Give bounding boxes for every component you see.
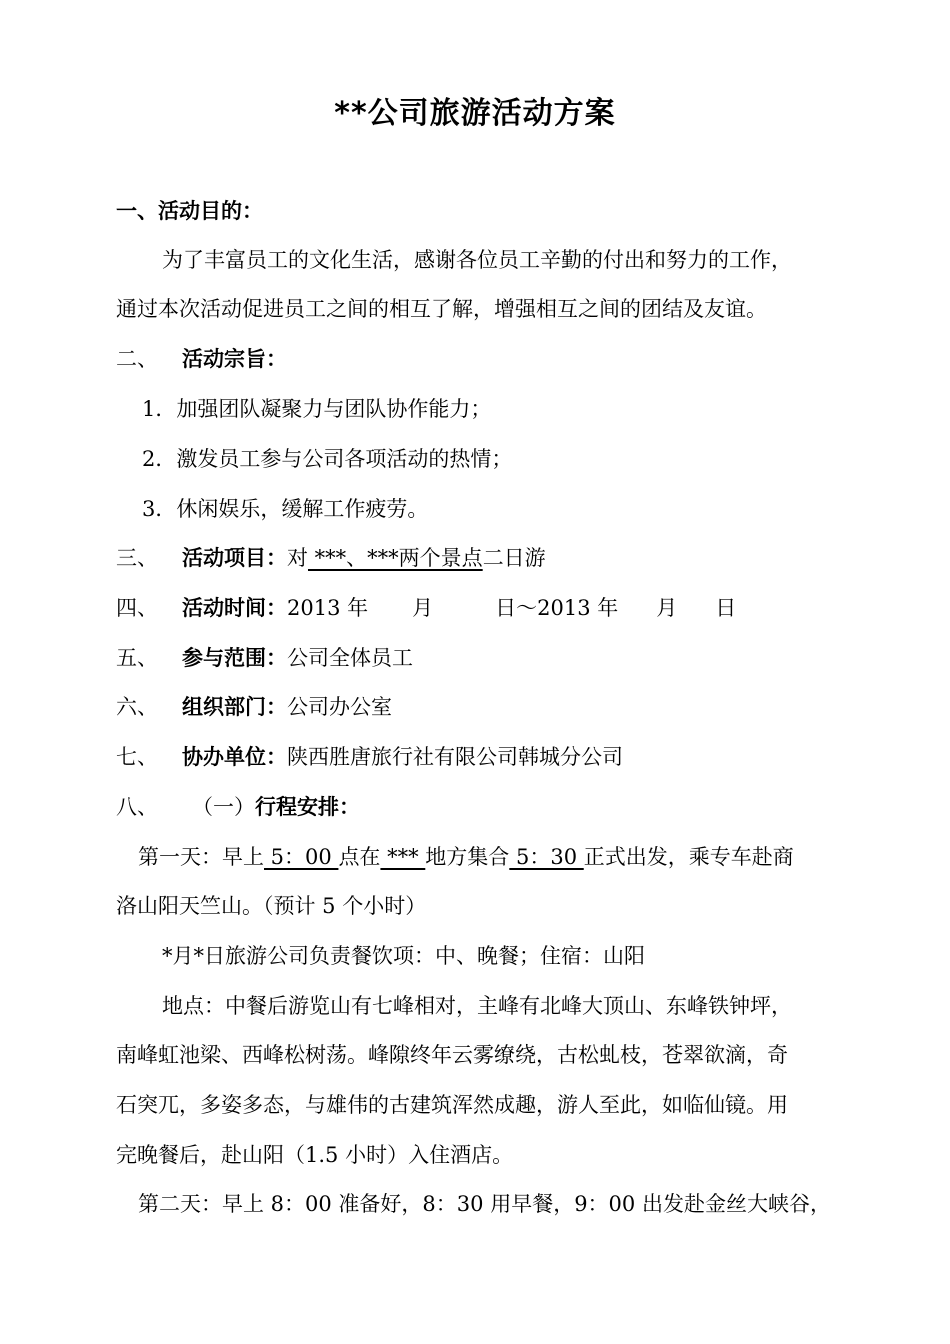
section-1-para-line-1: 为了丰富员工的文化生活，感谢各位员工辛勤的付出和努力的工作， (162, 248, 792, 272)
date-day-start-year-end: 日～2013 年 (495, 596, 619, 620)
section-number: 五、 (116, 646, 158, 670)
aim-item-3: 3．休闲娱乐，缓解工作疲劳。 (142, 497, 429, 521)
aim-item-1: 1．加强团队凝聚力与团队协作能力； (142, 397, 492, 421)
day-1-para-line-3: 石突兀，多姿多态，与雄伟的古建筑浑然成趣，游人至此，如临仙镜。用 (116, 1093, 788, 1117)
day-1-text: 点在 (338, 845, 381, 869)
section-label: 组织部门： (182, 695, 287, 719)
section-1-para-line-2: 通过本次活动促进员工之间的相互了解，增强相互之间的团结及友谊。 (116, 297, 767, 321)
section-2-heading (116, 344, 287, 374)
subsection-number: （一） (192, 795, 255, 819)
assembly-place: *** (380, 845, 426, 869)
section-number: 二、 (116, 347, 158, 371)
date-day-end: 日 (715, 596, 737, 620)
day-1-line-1 (138, 842, 794, 872)
day-1-text: 正式出发，乘专车赴商 (583, 845, 794, 869)
section-value: 陕西胜唐旅行社有限公司韩城分公司 (287, 745, 623, 769)
section-number: 六、 (116, 695, 158, 719)
day-1-para-line-2: 南峰虹池梁、西峰松树荡。峰隙终年云雾缭绕，古松虬枝，苍翠欲滴，奇 (116, 1043, 788, 1067)
section-3-line (116, 543, 546, 573)
section-4-line (116, 593, 736, 623)
assembly-time: 5：00 (264, 845, 339, 869)
section-label: 参与范围： (182, 646, 287, 670)
project-prefix: 对 (287, 546, 308, 570)
section-7-line (116, 742, 623, 772)
section-label: 活动时间： (182, 596, 287, 620)
section-number: 七、 (116, 745, 158, 769)
project-spots: ***、***两个景点 (308, 546, 483, 570)
section-1-heading: 一、活动目的： (116, 199, 263, 223)
date-month-end: 月 (656, 596, 678, 620)
project-suffix: 二日游 (482, 546, 546, 570)
day-1-meal: *月*日旅游公司负责餐饮项：中、晚餐；住宿：山阳 (162, 944, 645, 968)
day-1-text: 第一天：早上 (138, 845, 264, 869)
day-1-para-line-4: 完晚餐后，赴山阳（1.5 小时）入住酒店。 (116, 1143, 514, 1167)
day-1-text: 地方集合 (425, 845, 510, 869)
section-value: 公司全体员工 (287, 646, 413, 670)
date-month-start: 月 (412, 596, 434, 620)
day-1-para-line-1: 地点：中餐后游览山有七峰相对，主峰有北峰大顶山、东峰铁钟坪， (162, 994, 792, 1018)
section-5-line (116, 643, 413, 673)
section-number: 八、 (116, 795, 158, 819)
section-6-line (116, 692, 392, 722)
section-value: 公司办公室 (287, 695, 392, 719)
section-number: 四、 (116, 596, 158, 620)
day-1-line-2: 洛山阳天竺山。（预计 5 个小时） (116, 894, 427, 918)
departure-time: 5：30 (509, 845, 584, 869)
section-number: 三、 (116, 546, 158, 570)
day-2-line-1: 第二天：早上 8：00 准备好，8：30 用早餐，9：00 出发赴金丝大峡谷， (138, 1192, 831, 1216)
section-label: 活动项目： (182, 546, 287, 570)
section-label: 行程安排： (255, 795, 360, 819)
aim-item-2: 2．激发员工参与公司各项活动的热情； (142, 447, 513, 471)
date-year-start: 2013 年 (287, 596, 369, 620)
section-label: 协办单位： (182, 745, 287, 769)
document-title: **公司旅游活动方案 (334, 96, 616, 131)
section-8-line (116, 792, 360, 822)
section-label: 活动宗旨： (182, 347, 287, 371)
